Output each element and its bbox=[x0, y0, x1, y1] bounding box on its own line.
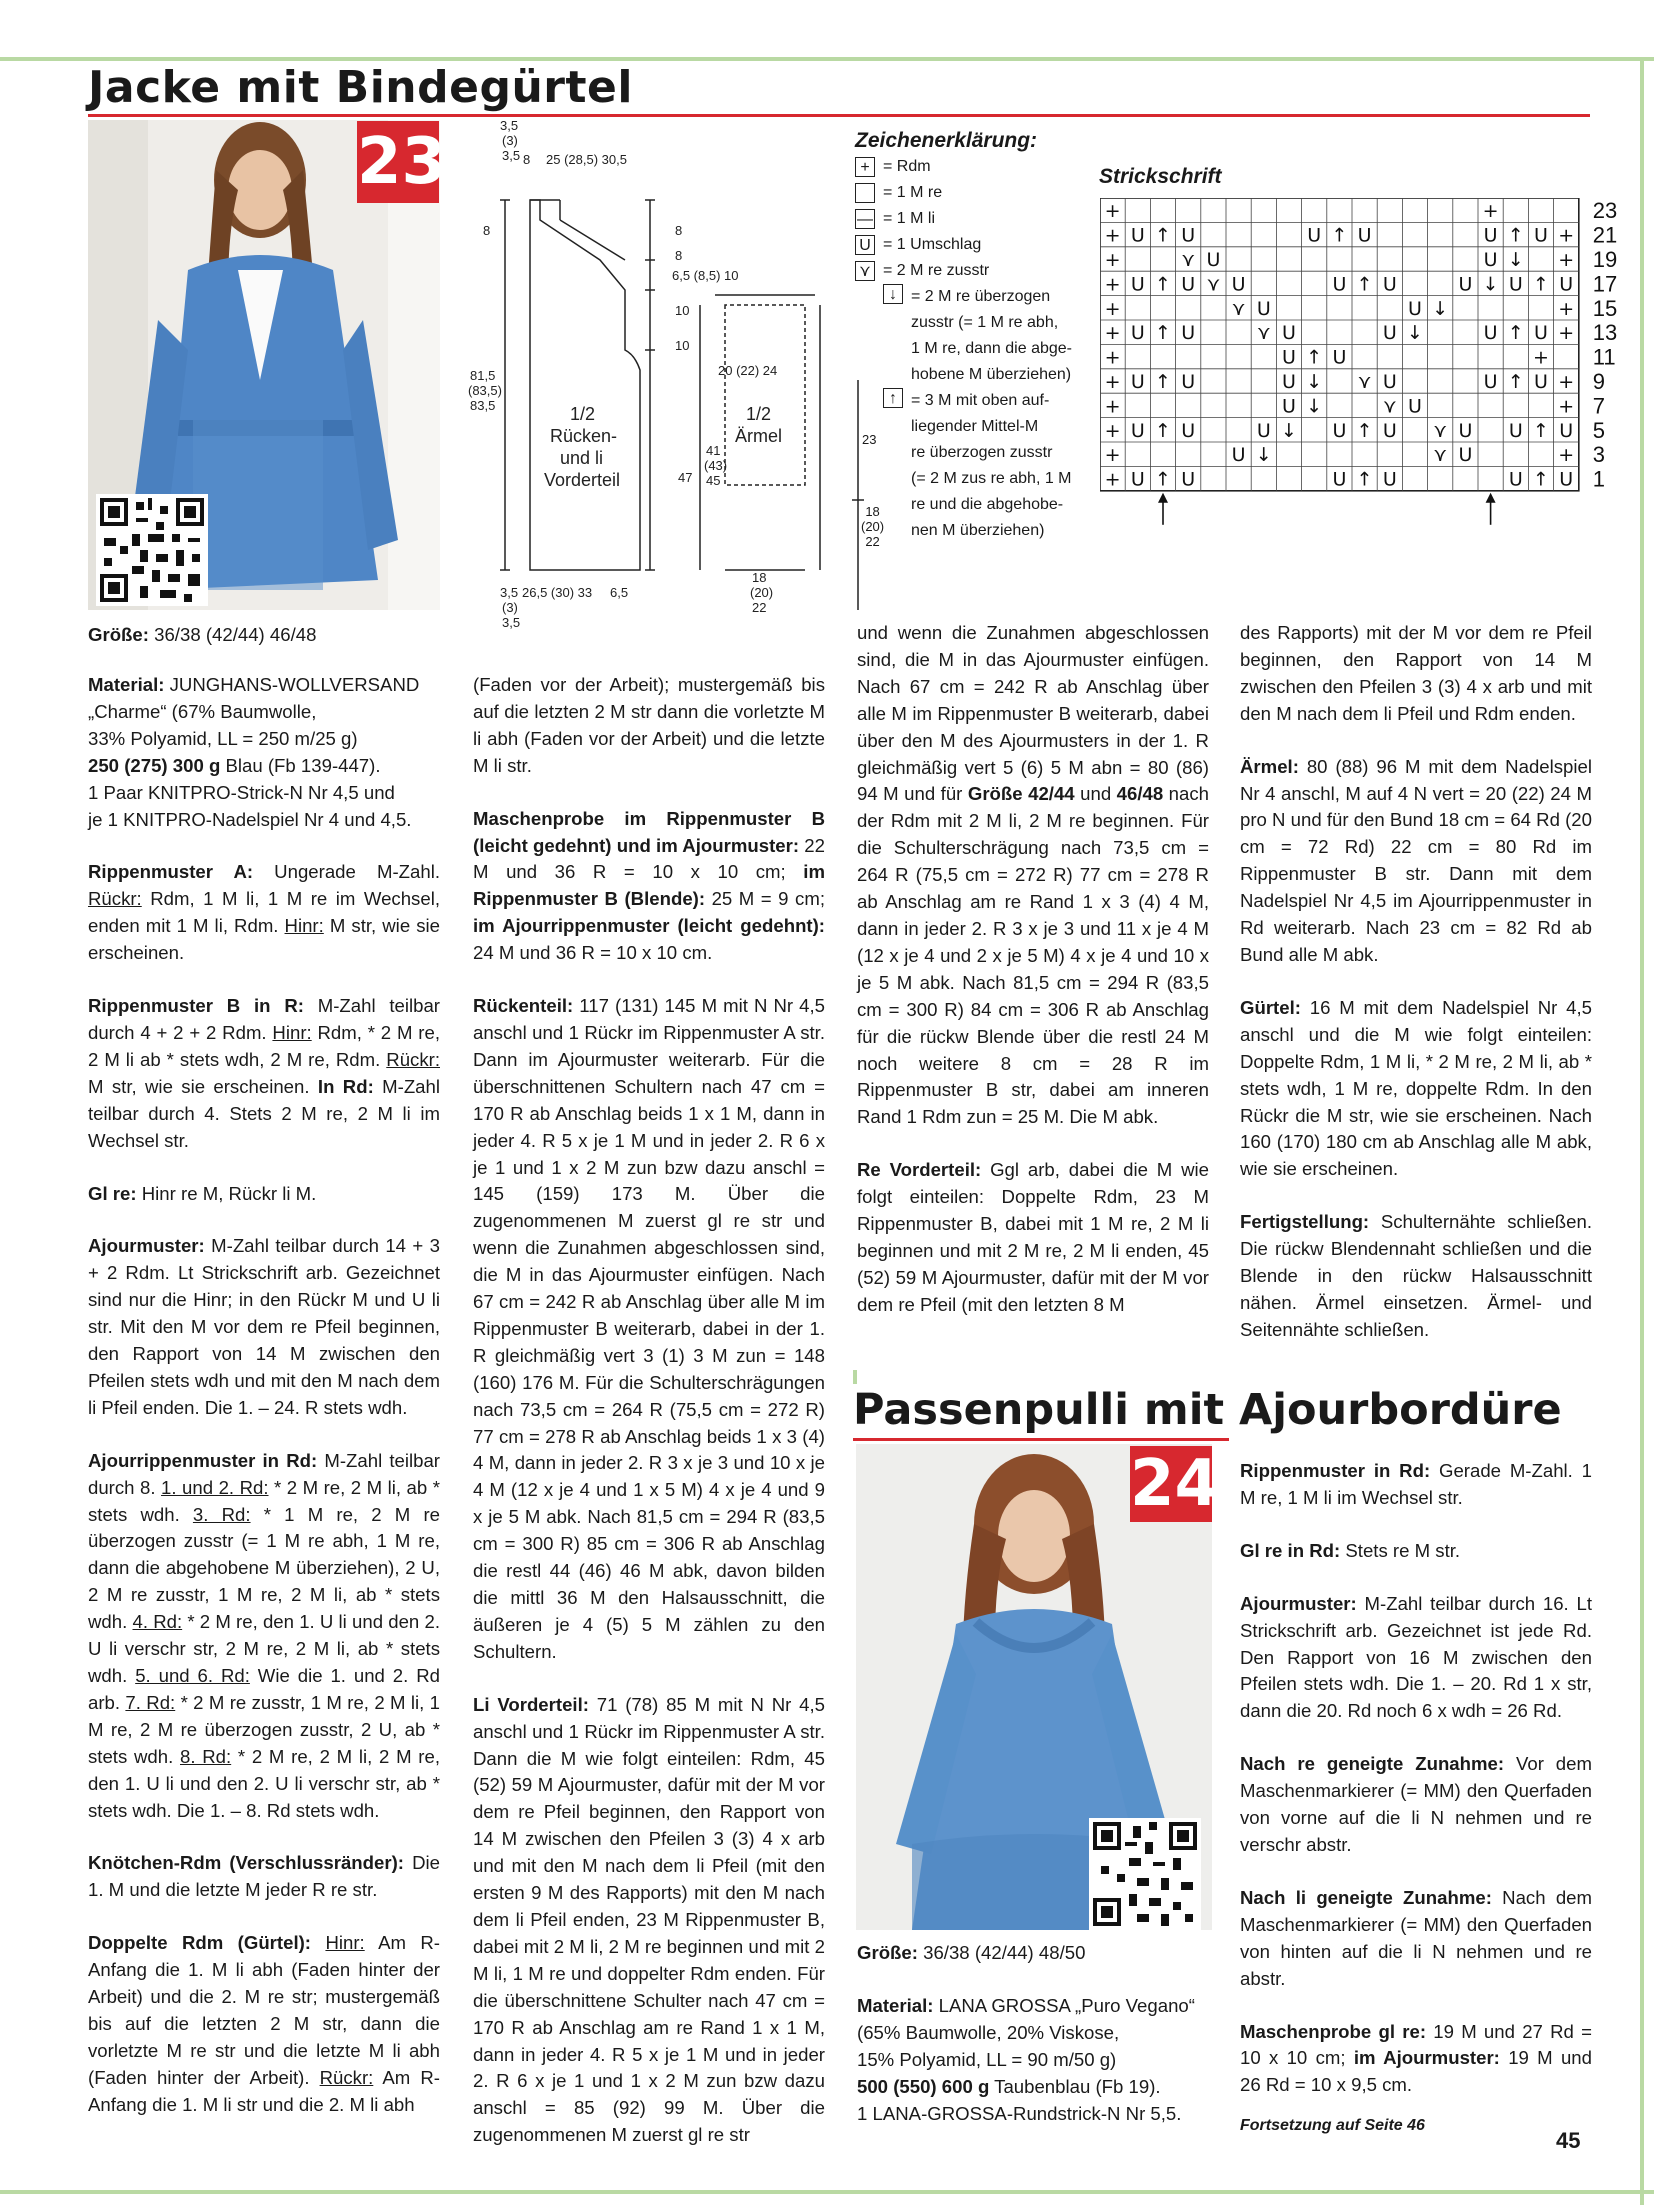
svg-text:und li: und li bbox=[560, 448, 604, 468]
chart-stitch-symbol: U bbox=[1181, 273, 1196, 296]
svg-text:3,5: 3,5 bbox=[500, 585, 519, 600]
svg-text:3,5: 3,5 bbox=[502, 615, 521, 630]
title-rule bbox=[88, 114, 1590, 117]
chart-stitch-symbol: U bbox=[1130, 371, 1145, 393]
chart-stitch-symbol: ↑ bbox=[1507, 371, 1524, 393]
chart-stitch-symbol: U bbox=[1282, 346, 1296, 369]
plus-icon: + bbox=[855, 157, 875, 177]
svg-text:(83,5): (83,5) bbox=[468, 383, 502, 398]
u-icon: U bbox=[855, 235, 875, 255]
chart-stitch-symbol: + bbox=[1558, 249, 1575, 271]
chart-stitch-symbol: U bbox=[1130, 468, 1145, 491]
chart-stitch-symbol: U bbox=[1458, 444, 1473, 467]
svg-text:8: 8 bbox=[675, 248, 683, 263]
chart-stitch-symbol: U bbox=[1382, 371, 1397, 393]
chart-stitch-symbol: + bbox=[1533, 346, 1549, 369]
chart-stitch-symbol: ↑ bbox=[1155, 371, 1171, 393]
svg-text:47: 47 bbox=[678, 470, 693, 485]
chart-stitch-symbol: ⋎ bbox=[1256, 322, 1271, 345]
chart-stitch-symbol: U bbox=[1559, 273, 1574, 296]
chart-stitch-symbol: U bbox=[1458, 419, 1473, 442]
chart-stitch-symbol: U bbox=[1206, 249, 1221, 271]
chart-stitch-symbol: U bbox=[1130, 273, 1145, 296]
chart-stitch-symbol: + bbox=[1104, 395, 1121, 418]
chart-stitch-symbol: U bbox=[1181, 224, 1196, 247]
svg-text:45: 45 bbox=[706, 473, 721, 488]
column-1: Material: JUNGHANS-WOLLVERSAND „Charme“ (67% Baumwolle, 33% Polyamid, LL = 250 m/25 g) 250 (275) 300 g Blau (Fb 139-447). 1 Paar KNITPRO-Strick-N Nr 4,5 und je 1 KNITPRO-Nadelspiel Nr 4 und 4,5. Rippenmuster A: Ungerade M-Zahl. Rückr: Rdm, 1 M li, 1 M re im Wechsel, enden mit 1 M li, Rdm. Hinr: M str, wie sie erscheinen. Rippenmuster B in R: M-Zahl teilbar durch 4 + 2 + 2 Rdm. Hinr: Rdm, * 2 M re, 2 M li ab * stets wdh, 2 M re, Rdm. Rückr: M str, wie sie erscheinen. In Rd: M-Zahl teilbar durch 4. Stets 2 M re, 2 M li im Wechsel str. Gl re: Hinr re M, Rückr li M. Ajourmuster: M-Zahl teilbar durch 14 + 3 + 2 Rdm. Lt Strickschrift arb. Gezeichnet sind nur die Hinr; in den Rückr M und U li str. Mit den M vor dem re Pfeil beginnen, den Rapport von 14 M zwischen den Pfeilen stets wdh und mit den M nach dem li Pfeil enden. Die 1. – 24. R stets wdh. Ajourrippenmuster in Rd: M-Zahl teilbar durch 8. 1. und 2. Rd: * 2 M re, 2 M li, ab * stets wdh. 3. Rd: * 1 M re, 2 M re überzogen zusstr (= 1 M re abh, 1 M re, dann die abgehobene M überziehen), 2 U, 2 M re zusstr, 1 M re, 2 M li, ab * stets wdh. 4. Rd: * 2 M re, den 1. U li und den 2. U li verschr str, 2 M re, 2 M li, ab * stets wdh. 5. und 6. Rd: Wie die 1. und 2. Rd arb. 7. Rd: * 2 M re zusstr, 1 M re, 2 M li, 1 M re, 2 M re überzogen zusstr, 2 U, ab * stets wdh. 8. Rd: * 2 M re, 2 M li, 2 M re, den 1. U li und den 2. U li verschr str, ab * stets wdh. Die 1. – 8. Rd stets wdh. Knötchen-Rdm (Verschlussränder): Die 1. M und die letzte M jeder R re str. Doppelte Rdm (Gürtel): Hinr: Am R-Anfang die 1. M li abh (Faden hinter der Arbeit) und die 2. M re str; mustergemäß bis auf die letzten 2 M str, dann die vorletzte M re str und die letzte M li abh (Faden hinter der Arbeit). Rückr: Am R-Anfang die 1. M li str und die 2. M li abh bbox=[88, 674, 441, 2115]
svg-text:3,5: 3,5 bbox=[502, 148, 521, 163]
chart-stitch-symbol: U bbox=[1181, 419, 1196, 442]
chart-row-number: 21 bbox=[1592, 222, 1618, 248]
chart-stitch-symbol: U bbox=[1483, 371, 1498, 393]
chart-stitch-symbol: + bbox=[1558, 322, 1575, 345]
chart-stitch-symbol: + bbox=[1104, 468, 1121, 491]
svg-text:6,5: 6,5 bbox=[610, 585, 629, 600]
legend-item-ueberzogen: ↓ = 2 M re überzogen zusstr (= 1 M re abh, 1 M re, dann die abge- hobene M überziehen) bbox=[855, 284, 1075, 388]
chart-stitch-symbol: U bbox=[1282, 322, 1296, 345]
chart-stitch-symbol: + bbox=[1104, 444, 1121, 467]
chart-row-number: 5 bbox=[1592, 417, 1606, 443]
chart-stitch-symbol: + bbox=[1104, 371, 1121, 393]
chart-row-number: 11 bbox=[1592, 344, 1616, 370]
chart-stitch-symbol: ↑ bbox=[1356, 273, 1373, 296]
decrease-left-icon: ⋎ bbox=[855, 261, 875, 281]
svg-text:Vorderteil: Vorderteil bbox=[544, 470, 621, 490]
svg-text:26,5 (30) 33: 26,5 (30) 33 bbox=[522, 585, 593, 600]
chart-stitch-symbol: U bbox=[1256, 419, 1271, 442]
chart-stitch-symbol: ⋎ bbox=[1433, 419, 1448, 442]
chart-stitch-symbol: + bbox=[1104, 297, 1121, 320]
page-frame-top bbox=[0, 57, 1654, 61]
chart-stitch-symbol: U bbox=[1483, 224, 1498, 247]
page-frame-bottom bbox=[0, 2190, 1654, 2194]
chart-stitch-symbol: ↑ bbox=[1356, 468, 1373, 491]
chart-stitch-symbol: U bbox=[1231, 273, 1246, 296]
chart-stitch-symbol: ↑ bbox=[1155, 322, 1171, 345]
chart-row-number: 3 bbox=[1592, 442, 1606, 468]
svg-text:6,5 (8,5) 10: 6,5 (8,5) 10 bbox=[672, 268, 739, 283]
chart-stitch-symbol: U bbox=[1408, 395, 1422, 418]
chart-stitch-symbol: U bbox=[1307, 224, 1322, 247]
symbol-legend bbox=[855, 128, 1075, 544]
chart-stitch-symbol: U bbox=[1534, 224, 1548, 247]
chart-stitch-symbol: U bbox=[1382, 468, 1397, 491]
svg-text:10: 10 bbox=[675, 303, 690, 318]
svg-text:(3): (3) bbox=[502, 133, 518, 148]
sleeve-18-label: 18 (20) 22 bbox=[861, 504, 885, 549]
size-23: Größe: 36/38 (42/44) 46/48 bbox=[88, 624, 317, 645]
chart-stitch-symbol: ↓ bbox=[1281, 419, 1297, 442]
chart-stitch-symbol: + bbox=[1104, 249, 1121, 271]
chart-stitch-symbol: U bbox=[1231, 444, 1246, 467]
chart-stitch-symbol: U bbox=[1130, 419, 1145, 442]
legend-item-li: — = 1 M li bbox=[857, 210, 936, 228]
chart-heading: Strickschrift bbox=[1099, 165, 1222, 188]
chart-stitch-symbol: + bbox=[1104, 322, 1121, 345]
chart-row-number: 7 bbox=[1592, 393, 1606, 419]
arrow-down-icon: ↓ bbox=[883, 284, 903, 304]
chart-stitch-symbol: + bbox=[1482, 200, 1499, 223]
chart-stitch-symbol: ↑ bbox=[1507, 224, 1524, 247]
chart-stitch-symbol: U bbox=[1508, 419, 1523, 442]
chart-stitch-symbol: ↑ bbox=[1306, 346, 1323, 369]
chart-stitch-symbol: ↓ bbox=[1482, 273, 1499, 296]
chart-stitch-symbol: U bbox=[1382, 322, 1397, 345]
legend-item-zusstr: ⋎ = 2 M re zusstr bbox=[855, 258, 1075, 284]
pattern-24-number-badge: 24 bbox=[1130, 1447, 1220, 1521]
pattern-23-title: Jacke mit Bindegürtel bbox=[88, 62, 633, 113]
chart-stitch-symbol: ↑ bbox=[1533, 419, 1549, 442]
pattern-number-badge: 23 bbox=[357, 121, 439, 203]
chart-stitch-symbol: U bbox=[1382, 419, 1397, 442]
svg-text:Ärmel: Ärmel bbox=[735, 426, 783, 446]
chart-stitch-symbol: ⋎ bbox=[1231, 297, 1246, 320]
svg-text:3,5: 3,5 bbox=[500, 120, 519, 133]
chart-row-number: 15 bbox=[1592, 295, 1618, 321]
svg-text:25 (28,5) 30,5: 25 (28,5) 30,5 bbox=[546, 152, 627, 167]
chart-stitch-symbol: ⋎ bbox=[1357, 371, 1372, 393]
repeat-arrow-head bbox=[1486, 493, 1496, 503]
chart-stitch-symbol: U bbox=[1181, 468, 1196, 491]
title-24-rule bbox=[853, 1438, 1229, 1441]
chart-row-number: 23 bbox=[1592, 198, 1618, 224]
chart-stitch-symbol: + bbox=[1558, 395, 1575, 418]
svg-text:81,5: 81,5 bbox=[470, 368, 496, 383]
svg-text:1/2: 1/2 bbox=[746, 404, 772, 424]
chart-stitch-symbol: ↑ bbox=[1155, 468, 1171, 491]
chart-stitch-symbol: U bbox=[1483, 322, 1498, 345]
chart-stitch-symbol: + bbox=[1558, 444, 1575, 467]
chart-stitch-symbol: U bbox=[1256, 297, 1271, 320]
chart-stitch-symbol: U bbox=[1130, 224, 1145, 247]
svg-text:(43): (43) bbox=[704, 458, 728, 473]
chart-stitch-symbol: U bbox=[1332, 419, 1347, 442]
qr-code-24[interactable] bbox=[1089, 1818, 1201, 1930]
chart-stitch-symbol: U bbox=[1534, 322, 1548, 345]
chart-stitch-symbol: + bbox=[1104, 273, 1121, 296]
chart-stitch-symbol: ↑ bbox=[1155, 224, 1171, 247]
pattern-24-instructions: Rippenmuster in Rd: Gerade M-Zahl. 1 M re, 1 M li im Wechsel str. Gl re in Rd: Stets re M str. Ajourmuster: M-Zahl teilbar durch 16. Lt Strickschrift arb. Gezeichnet ist jede Rd. Den Rapport von 16 M zwischen den Pfeilen stets wdh. Die 1. – 20. Rd 1 x str, dann die 20. Rd noch 6 x wdh = 26 Rd. Nach re geneigte Zunahme: Vor dem Maschenmarkierer (= MM) den Querfaden von vorne auf die li N nehmen und re verschr abstr. Nach li geneigte Zunahme: Nach dem Maschenmarkierer (= MM) den Querfaden von hinten auf die li N nehmen und re abstr. Maschenprobe gl re: 19 M und 27 Rd = 10 x 10 cm; im Ajourmuster: 19 M und 26 Rd = 10 x 9,5 cm. Fortsetzung auf Seite 46 bbox=[1240, 1458, 1592, 2140]
page-number: 45 bbox=[1556, 2128, 1581, 2153]
chart-stitch-symbol: ⋎ bbox=[1382, 395, 1397, 418]
svg-text:41: 41 bbox=[706, 443, 721, 458]
svg-text:1/2: 1/2 bbox=[570, 404, 596, 424]
chart-stitch-symbol: ↓ bbox=[1407, 322, 1423, 345]
chart-stitch-symbol: U bbox=[1181, 371, 1196, 393]
chart-stitch-symbol: ↓ bbox=[1306, 395, 1323, 418]
page-frame-right bbox=[1640, 57, 1644, 2205]
chart-stitch-symbol: U bbox=[1559, 468, 1574, 491]
knitting-chart bbox=[1100, 198, 1620, 538]
chart-stitch-symbol: U bbox=[1332, 273, 1347, 296]
column-4: des Rapports) mit der M vor dem re Pfeil beginnen, den Rapport von 14 M zwischen den Pfeilen 3 (3) 4 x arb und mit den M nach dem li Pfeil und Rdm enden. Ärmel: 80 (88) 96 M mit dem Nadelspiel Nr 4 anschl, M auf 4 N vert = 20 (22) 24 M pro N und für den Bund 18 cm = 64 Rd (20 cm = 72 Rd) 22 cm = 80 Rd im Rippenmuster B str. Dann mit dem Nadelspiel Nr 4,5 im Ajourrippenmuster in Rd weiterarb. Nach 23 cm = 82 Rd ab Bund alle M abk. Gürtel: 16 M mit dem Nadelspiel Nr 4,5 anschl und die M wie folgt einteilen: Doppelte Rdm, 1 M li, * 2 M re, 2 M li, ab * stets wdh, 1 M re, doppelte Rdm. In den Rückr die M str, wie sie erscheinen. Nach 160 (170) 180 cm ab Anschlag alle M abk, wie sie erscheinen. Fertigstellung: Schulternähte schließen. Die rückw Blendennaht schließen und die Blende in den rückw Halsausschnitt nähen. Ärmel einsetzen. Ärmel- und Seitennähte schließen. bbox=[1240, 622, 1592, 1340]
empty-box-icon bbox=[855, 183, 875, 203]
chart-stitch-symbol: U bbox=[1483, 249, 1498, 271]
svg-text:20 (22) 24: 20 (22) 24 bbox=[718, 363, 778, 378]
chart-stitch-symbol: U bbox=[1534, 371, 1548, 393]
chart-stitch-symbol: ↓ bbox=[1255, 444, 1272, 467]
svg-text:(20): (20) bbox=[750, 585, 774, 600]
chart-stitch-symbol: + bbox=[1558, 371, 1575, 393]
chart-stitch-symbol: ⋎ bbox=[1181, 249, 1196, 271]
legend-item-rdm: + = Rdm bbox=[855, 154, 1075, 180]
sleeve-23-label: 23 bbox=[862, 432, 877, 447]
chart-stitch-symbol: U bbox=[1332, 468, 1347, 491]
chart-stitch-symbol: U bbox=[1282, 371, 1296, 393]
svg-text:22: 22 bbox=[752, 600, 767, 615]
chart-stitch-symbol: U bbox=[1508, 273, 1523, 296]
repeat-arrow-head bbox=[1158, 493, 1168, 503]
continuation-note: Fortsetzung auf Seite 46 bbox=[1240, 2117, 1425, 2135]
chart-stitch-symbol: U bbox=[1458, 273, 1473, 296]
svg-text:83,5: 83,5 bbox=[470, 398, 496, 413]
chart-stitch-symbol: U bbox=[1332, 346, 1347, 369]
pattern-24-title: Passenpulli mit Ajourbordüre bbox=[853, 1385, 1562, 1435]
chart-stitch-symbol: ⋎ bbox=[1433, 444, 1448, 467]
svg-text:10: 10 bbox=[675, 338, 690, 353]
legend-item-re: = 1 M re bbox=[855, 180, 1075, 206]
arrow-up-icon: ↑ bbox=[883, 388, 903, 408]
column-2: (Faden vor der Arbeit); mustergemäß bis auf die letzten 2 M str dann die vorletzte M li abh (Faden vor der Arbeit) und die letzte M li str. Maschenprobe im Rippenmuster B (leicht gedehnt) und im Ajourmuster: 22 M und 36 R = 10 x 10 cm; im Rippenmuster B (Blende): 25 M = 9 cm; im Ajourrippenmuster (leicht gedehnt): 24 M und 36 R = 10 x 10 cm. Rückenteil: 117 (131) 145 M mit N Nr 4,5 anschl und 1 Rückr im Rippenmuster A str. Dann im Ajourmuster weiterarb. Für die überschnittenen Schultern nach 47 cm = 170 R ab Anschlag beids 1 x 1 M, dann in jeder 4. R 5 x je 1 M und in jeder 2. R 6 x je 1 und 1 x 2 M zun bzw dazu anschl = 145 (159) 173 M. Über die zugenommenen M zuerst gl re str und wenn die Zunahmen abgeschlossen sind, die M in das Ajourmuster einfügen. Nach 67 cm = 242 R ab Anschlag über alle M im Rippenmuster B weiterarb, dabei in der 1. R gleichmäßig vert 3 (1) 3 M zun = 148 (160) 176 M. Für die Schulterschrägungen nach 73,5 cm = 264 R (75,5 cm = 272 R) 77 cm = 278 R ab Anschlag beids 1 x 3 (4) 4 M, dann in jeder 2. R 3 x je 3 und 10 x je 4 M (12 x je 4 und 1 x 5 M) 4 x je 4 und 9 x je 5 M abk. Nach 81,5 cm = 294 R (83,5 cm = 300 R) 85 cm = 306 R ab Anschlag die restl 44 (46) 46 M abk, davon bilden die mittl 36 M den Halsausschnitt, die äußeren je 4 (5) 5 M zählen zu den Schultern. Li Vorderteil: 71 (78) 85 M mit N Nr 4,5 anschl und 1 Rückr im Rippenmuster A str. Dann die M wie folgt einteilen: Rdm, 45 (52) 59 M Ajourmuster, dafür mit der M vor dem re Pfeil beginnen, den Rapport von 14 M zwischen den Pfeilen 3 (3) 4 x arb und mit den M nach dem li Pfeil (mit den ersten 9 M des Rapports) mit den M nach dem li Pfeil enden, 23 M Rippenmuster B, dabei mit 2 M li, 2 M re beginnen und mit 2 M li, 1 M re und doppelter Rdm enden. Für die überschnittene Schulter nach 47 cm = 170 R ab Anschlag am re Rand 1 x 1 M, dann in jeder 4. R 5 x je 1 M und in jeder 2. R 6 x je 1 und 1 x 2 M zun bzw dazu anschl = 85 (92) 99 M. Über die zugenommenen M zuerst gl re str bbox=[473, 674, 825, 2146]
chart-stitch-symbol: U bbox=[1130, 322, 1145, 345]
svg-text:(3): (3) bbox=[502, 600, 518, 615]
chart-stitch-symbol: + bbox=[1104, 224, 1121, 247]
legend-heading: Zeichenerklärung: bbox=[855, 129, 1038, 152]
chart-stitch-symbol: ↑ bbox=[1507, 322, 1524, 345]
qr-code[interactable] bbox=[96, 494, 208, 606]
chart-stitch-symbol: ↓ bbox=[1432, 297, 1449, 320]
chart-stitch-symbol: U bbox=[1282, 395, 1296, 418]
column-3: und wenn die Zunahmen abgeschlossen sind, die M in das Ajourmuster einfügen. Nach 67 cm = 242 R ab Anschlag über alle M im Rippenmuster B weiterarb, dabei über den M des Ajourmusters in der 1. R gleichmäßig vert 5 (6) 5 M abn = 80 (86) 94 M und für Größe 42/44 und 46/48 nach der Rdm mit 2 M li, 2 M re beginnen. Für die Schulterschrägung nach 73,5 cm = 264 R (75,5 cm = 272 R) 77 cm = 278 R ab Anschlag am re Rand 1 x 3 (4) 4 M, dann in jeder 2. R 3 x je 3 und 11 x je 4 M (12 x je 4 und 2 x je 5 M) 4 x je 4 und 10 x je 5 M abk. Nach 81,5 cm = 294 R (83,5 cm = 300 R) 84 cm = 306 R ab Anschlag für die rückw Blende über die restl 24 M noch weitere 8 cm = 28 R im Rippenmuster B str, dabei am inneren Rand 1 Rdm zun = 25 M. Die M abk. Re Vorderteil: Ggl arb, dabei die M wie folgt einteilen: Doppelte Rdm, 23 M Rippenmuster B, dabei mit 1 M re, 2 M li beginnen und mit 2 M re, 2 M li enden, 45 (52) 59 M Ajourmuster, dafür mit der M vor dem re Pfeil (mit den letzten 8 M bbox=[857, 622, 1209, 1315]
chart-stitch-symbol: ⋎ bbox=[1206, 273, 1221, 296]
chart-row-number: 9 bbox=[1592, 369, 1606, 394]
chart-row-number: 1 bbox=[1592, 466, 1606, 492]
pattern-24-materials: Größe: 36/38 (42/44) 48/50 Material: LANA GROSSA „Puro Vegano“ (65% Baumwolle, 20% Viskose, 15% Polyamid, LL = 90 m/50 g) 500 (550) 600 g Taubenblau (Fb 19). 1 LANA-GROSSA-Rundstrick-N Nr 5,5. bbox=[857, 1942, 1195, 2124]
svg-text:Rücken-: Rücken- bbox=[550, 426, 618, 446]
chart-stitch-symbol: ↑ bbox=[1533, 273, 1549, 296]
dash-icon: — bbox=[857, 210, 873, 228]
legend-item-umschlag: U = 1 Umschlag bbox=[855, 232, 1075, 258]
chart-stitch-symbol: U bbox=[1408, 297, 1422, 320]
chart-stitch-symbol: ↓ bbox=[1306, 371, 1323, 393]
chart-row-number: 13 bbox=[1592, 320, 1618, 346]
chart-stitch-symbol: U bbox=[1357, 224, 1372, 247]
legend-item-3m: ↑ = 3 M mit oben auf- liegender Mittel-M re überzogen zusstr (= 2 M zus re abh, 1 M re und die abgehobe- nen M überziehen) bbox=[855, 388, 1075, 544]
chart-stitch-symbol: ↑ bbox=[1533, 468, 1549, 491]
garment-schematic bbox=[450, 120, 850, 630]
chart-stitch-symbol: + bbox=[1558, 224, 1575, 247]
chart-stitch-symbol: + bbox=[1104, 346, 1121, 369]
svg-text:8: 8 bbox=[675, 223, 683, 238]
chart-row-number: 19 bbox=[1592, 247, 1618, 272]
chart-stitch-symbol: U bbox=[1508, 468, 1523, 491]
svg-text:8: 8 bbox=[523, 152, 531, 167]
chart-stitch-symbol: U bbox=[1559, 419, 1574, 442]
chart-stitch-symbol: U bbox=[1181, 322, 1196, 345]
section-marker bbox=[853, 1370, 857, 1384]
chart-stitch-symbol: U bbox=[1382, 273, 1397, 296]
chart-row-number: 17 bbox=[1592, 271, 1618, 297]
chart-stitch-symbol: + bbox=[1104, 419, 1121, 442]
chart-stitch-symbol: + bbox=[1558, 297, 1575, 320]
chart-stitch-symbol: ↑ bbox=[1331, 224, 1348, 247]
chart-stitch-symbol: ↑ bbox=[1356, 419, 1373, 442]
svg-text:18: 18 bbox=[752, 570, 767, 585]
chart-stitch-symbol: + bbox=[1104, 200, 1121, 223]
chart-stitch-symbol: ↑ bbox=[1155, 419, 1171, 442]
svg-text:8: 8 bbox=[483, 223, 491, 238]
chart-stitch-symbol: ↑ bbox=[1155, 273, 1171, 296]
chart-stitch-symbol: ↓ bbox=[1507, 249, 1524, 271]
